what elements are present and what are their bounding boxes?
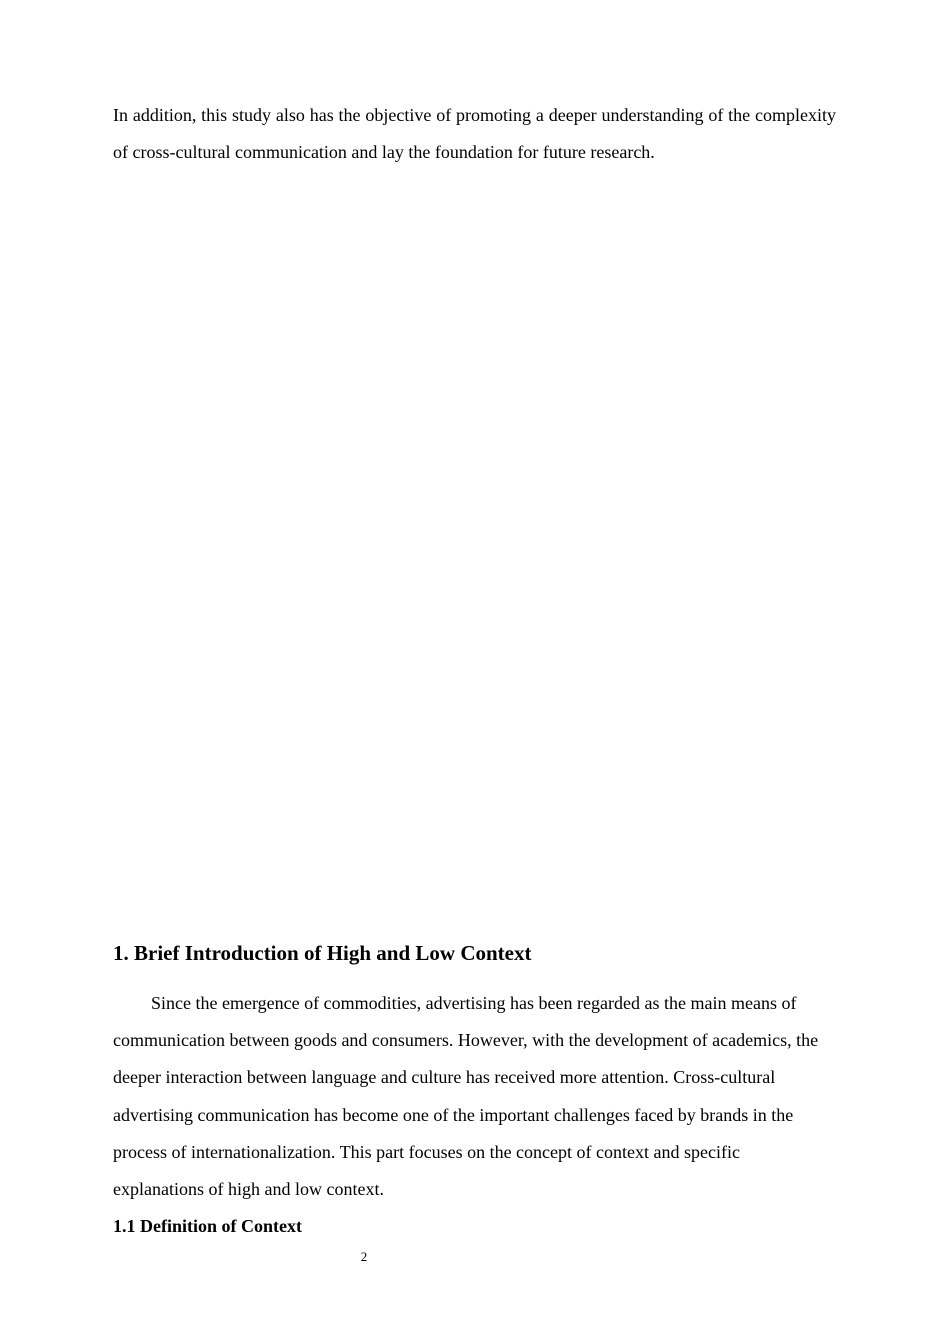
- subsection-heading: 1.1 Definition of Context: [113, 1216, 302, 1236]
- page-number: 2: [360, 1249, 368, 1264]
- intro-paragraph: In addition, this study also has the objective of promoting a deeper understanding of the complexity of cross-cultural communication and lay the foundation for future research.: [113, 105, 836, 162]
- section-paragraph: Since the emergence of commodities, advertising has been regarded as the main means of communication between goods and consumers. However, with the development of academics, the deeper interaction between language and culture has received more attention. Cross-cultural advertising communication has become one of the important challenges faced by brands in the process of internationalization. This part focuses on the concept of context and specific explanations of high and low context.: [113, 993, 819, 1200]
- section-heading: 1. Brief Introduction of High and Low Context: [113, 941, 532, 965]
